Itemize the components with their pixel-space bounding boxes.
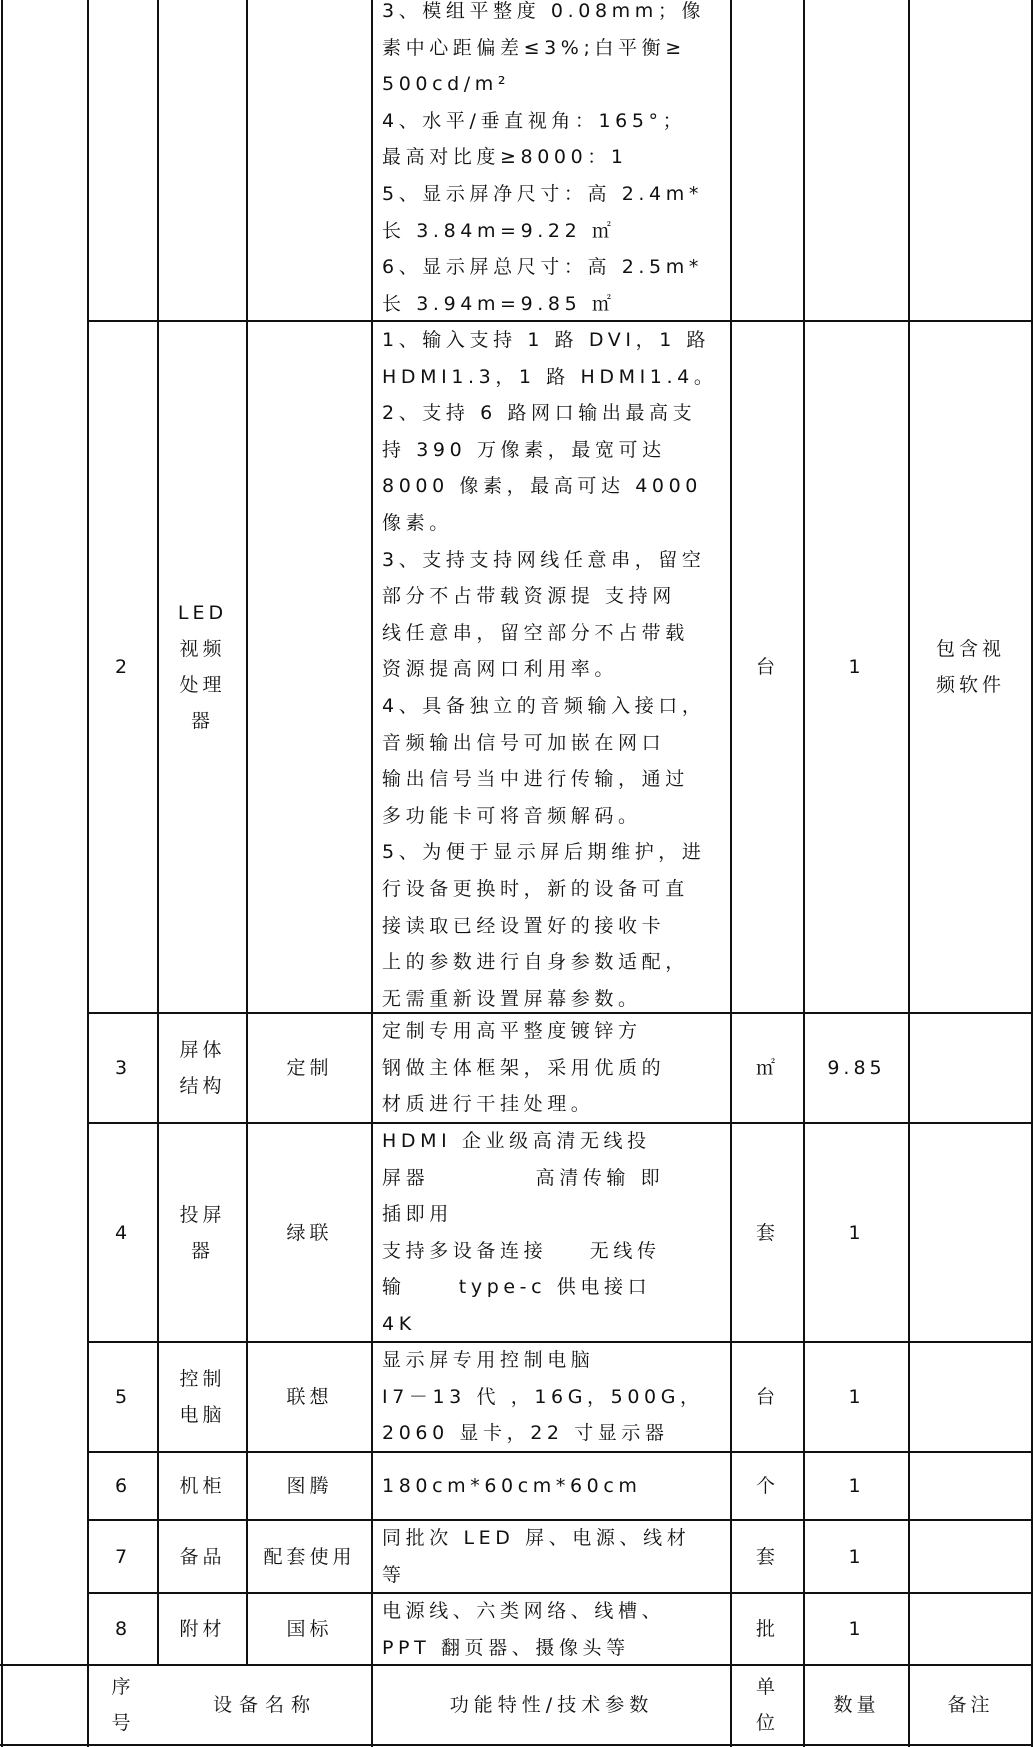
header-name: 设备名称 bbox=[212, 1694, 317, 1716]
row3-name: 屏体 结构 bbox=[179, 1039, 226, 1097]
row2-name: LED 视频 处理 器 bbox=[177, 602, 228, 732]
row7-qty: 1 bbox=[848, 1545, 865, 1568]
header-qty: 数量 bbox=[833, 1694, 880, 1716]
row7-name: 备品 bbox=[179, 1545, 226, 1568]
row4-spec: HDMI 企业级高清无线投 屏器 高清传输 即 插即用 支持多设备连接 无线传 输 type-c 供电接口 4K bbox=[382, 1130, 665, 1335]
grid-line bbox=[0, 1744, 1033, 1746]
row8-no: 8 bbox=[114, 1618, 132, 1640]
row8-name: 附材 bbox=[179, 1618, 226, 1640]
row6-brand: 图腾 bbox=[286, 1475, 333, 1497]
row3-no: 3 bbox=[114, 1057, 132, 1079]
row6-name: 机柜 bbox=[179, 1475, 226, 1497]
header-spec: 功能特性/技术参数 bbox=[449, 1694, 654, 1716]
row6-qty: 1 bbox=[848, 1475, 865, 1497]
grid-line bbox=[1, 0, 3, 1747]
header-no: 序 号 bbox=[111, 1676, 135, 1734]
header-remark: 备注 bbox=[947, 1694, 994, 1716]
row3-spec: 定制专用高平整度镀锌方 钢做主体框架，采用优质的 材质进行干挂处理。 bbox=[382, 1020, 666, 1116]
row6-unit: 个 bbox=[755, 1475, 779, 1497]
row5-brand: 联想 bbox=[286, 1386, 333, 1408]
row2-no: 2 bbox=[114, 656, 132, 678]
row4-unit: 套 bbox=[755, 1221, 779, 1244]
row5-name: 控制 电脑 bbox=[179, 1368, 226, 1426]
row2-spec: 1、输入支持 1 路 DVI，1 路 HDMI1.3，1 路 HDMI1.4。 2、支持 6 路网口输出最高支 持 390 万像素，最宽可达 8000 像素，最高可达 4000 像素。 3、支持支持网线任意串，留空 部分不占带载资源提 支持网 线任意串，留空部分不占带载 资源提高网口利用率。 4、具备独立的音频输入接口， 音频输出信号可加嵌在网口 输出信号当中进行传输，通过 多功能卡可将音频解码。 5、为便于显示屏后期维护，进 行设备更换时，新的设备可直 接读取已经设置好的接收卡 上的参数进行自身参数适配， 无需重新设置屏幕参数。 bbox=[382, 329, 718, 1010]
row5-spec: 显示屏专用控制电脑 I7－13 代 ，16G，500G， 2060 显卡，22 寸显示器 bbox=[382, 1349, 704, 1445]
row5-qty: 1 bbox=[848, 1386, 865, 1408]
row4-qty: 1 bbox=[848, 1221, 865, 1244]
row8-unit: 批 bbox=[755, 1618, 779, 1640]
grid-line bbox=[1031, 0, 1033, 1747]
header-unit: 单 位 bbox=[755, 1676, 779, 1734]
row1-spec: 3、模组平整度 0.08mm；像 素中心距偏差≤3%;白平衡≥ 500cd/m² 4、水平/垂直视角：165°； 最高对比度≥8000：1 5、显示屏净尺寸：高 2.4m* 长 3.84m=9.22 ㎡ 6、显示屏总尺寸：高 2.5m* 长 3.94m=9.85 ㎡ bbox=[382, 0, 706, 315]
row8-qty: 1 bbox=[848, 1618, 865, 1640]
row3-unit: ㎡ bbox=[755, 1057, 779, 1079]
row2-qty: 1 bbox=[848, 656, 865, 678]
row4-name: 投屏 器 bbox=[179, 1203, 226, 1262]
row6-spec: 180cm*60cm*60cm bbox=[382, 1475, 642, 1497]
row5-no: 5 bbox=[114, 1386, 132, 1408]
row6-no: 6 bbox=[114, 1475, 132, 1497]
row7-spec: 同批次 LED 屏、电源、线材 等 bbox=[382, 1527, 691, 1586]
row4-no: 4 bbox=[114, 1221, 132, 1244]
row3-brand: 定制 bbox=[286, 1057, 333, 1079]
row2-unit: 台 bbox=[755, 656, 779, 678]
grid-line bbox=[371, 0, 373, 1747]
row5-unit: 台 bbox=[755, 1386, 779, 1408]
row8-brand: 国标 bbox=[286, 1618, 333, 1640]
row4-brand: 绿联 bbox=[286, 1221, 333, 1244]
row7-unit: 套 bbox=[755, 1545, 779, 1568]
row2-remark: 包含视 频软件 bbox=[935, 638, 1005, 696]
row7-no: 7 bbox=[114, 1545, 132, 1568]
row3-qty: 9.85 bbox=[827, 1057, 886, 1079]
row7-brand: 配套使用 bbox=[263, 1545, 356, 1568]
row8-spec: 电源线、六类网络、线槽、 PPT 翻页器、摄像头等 bbox=[382, 1600, 666, 1659]
